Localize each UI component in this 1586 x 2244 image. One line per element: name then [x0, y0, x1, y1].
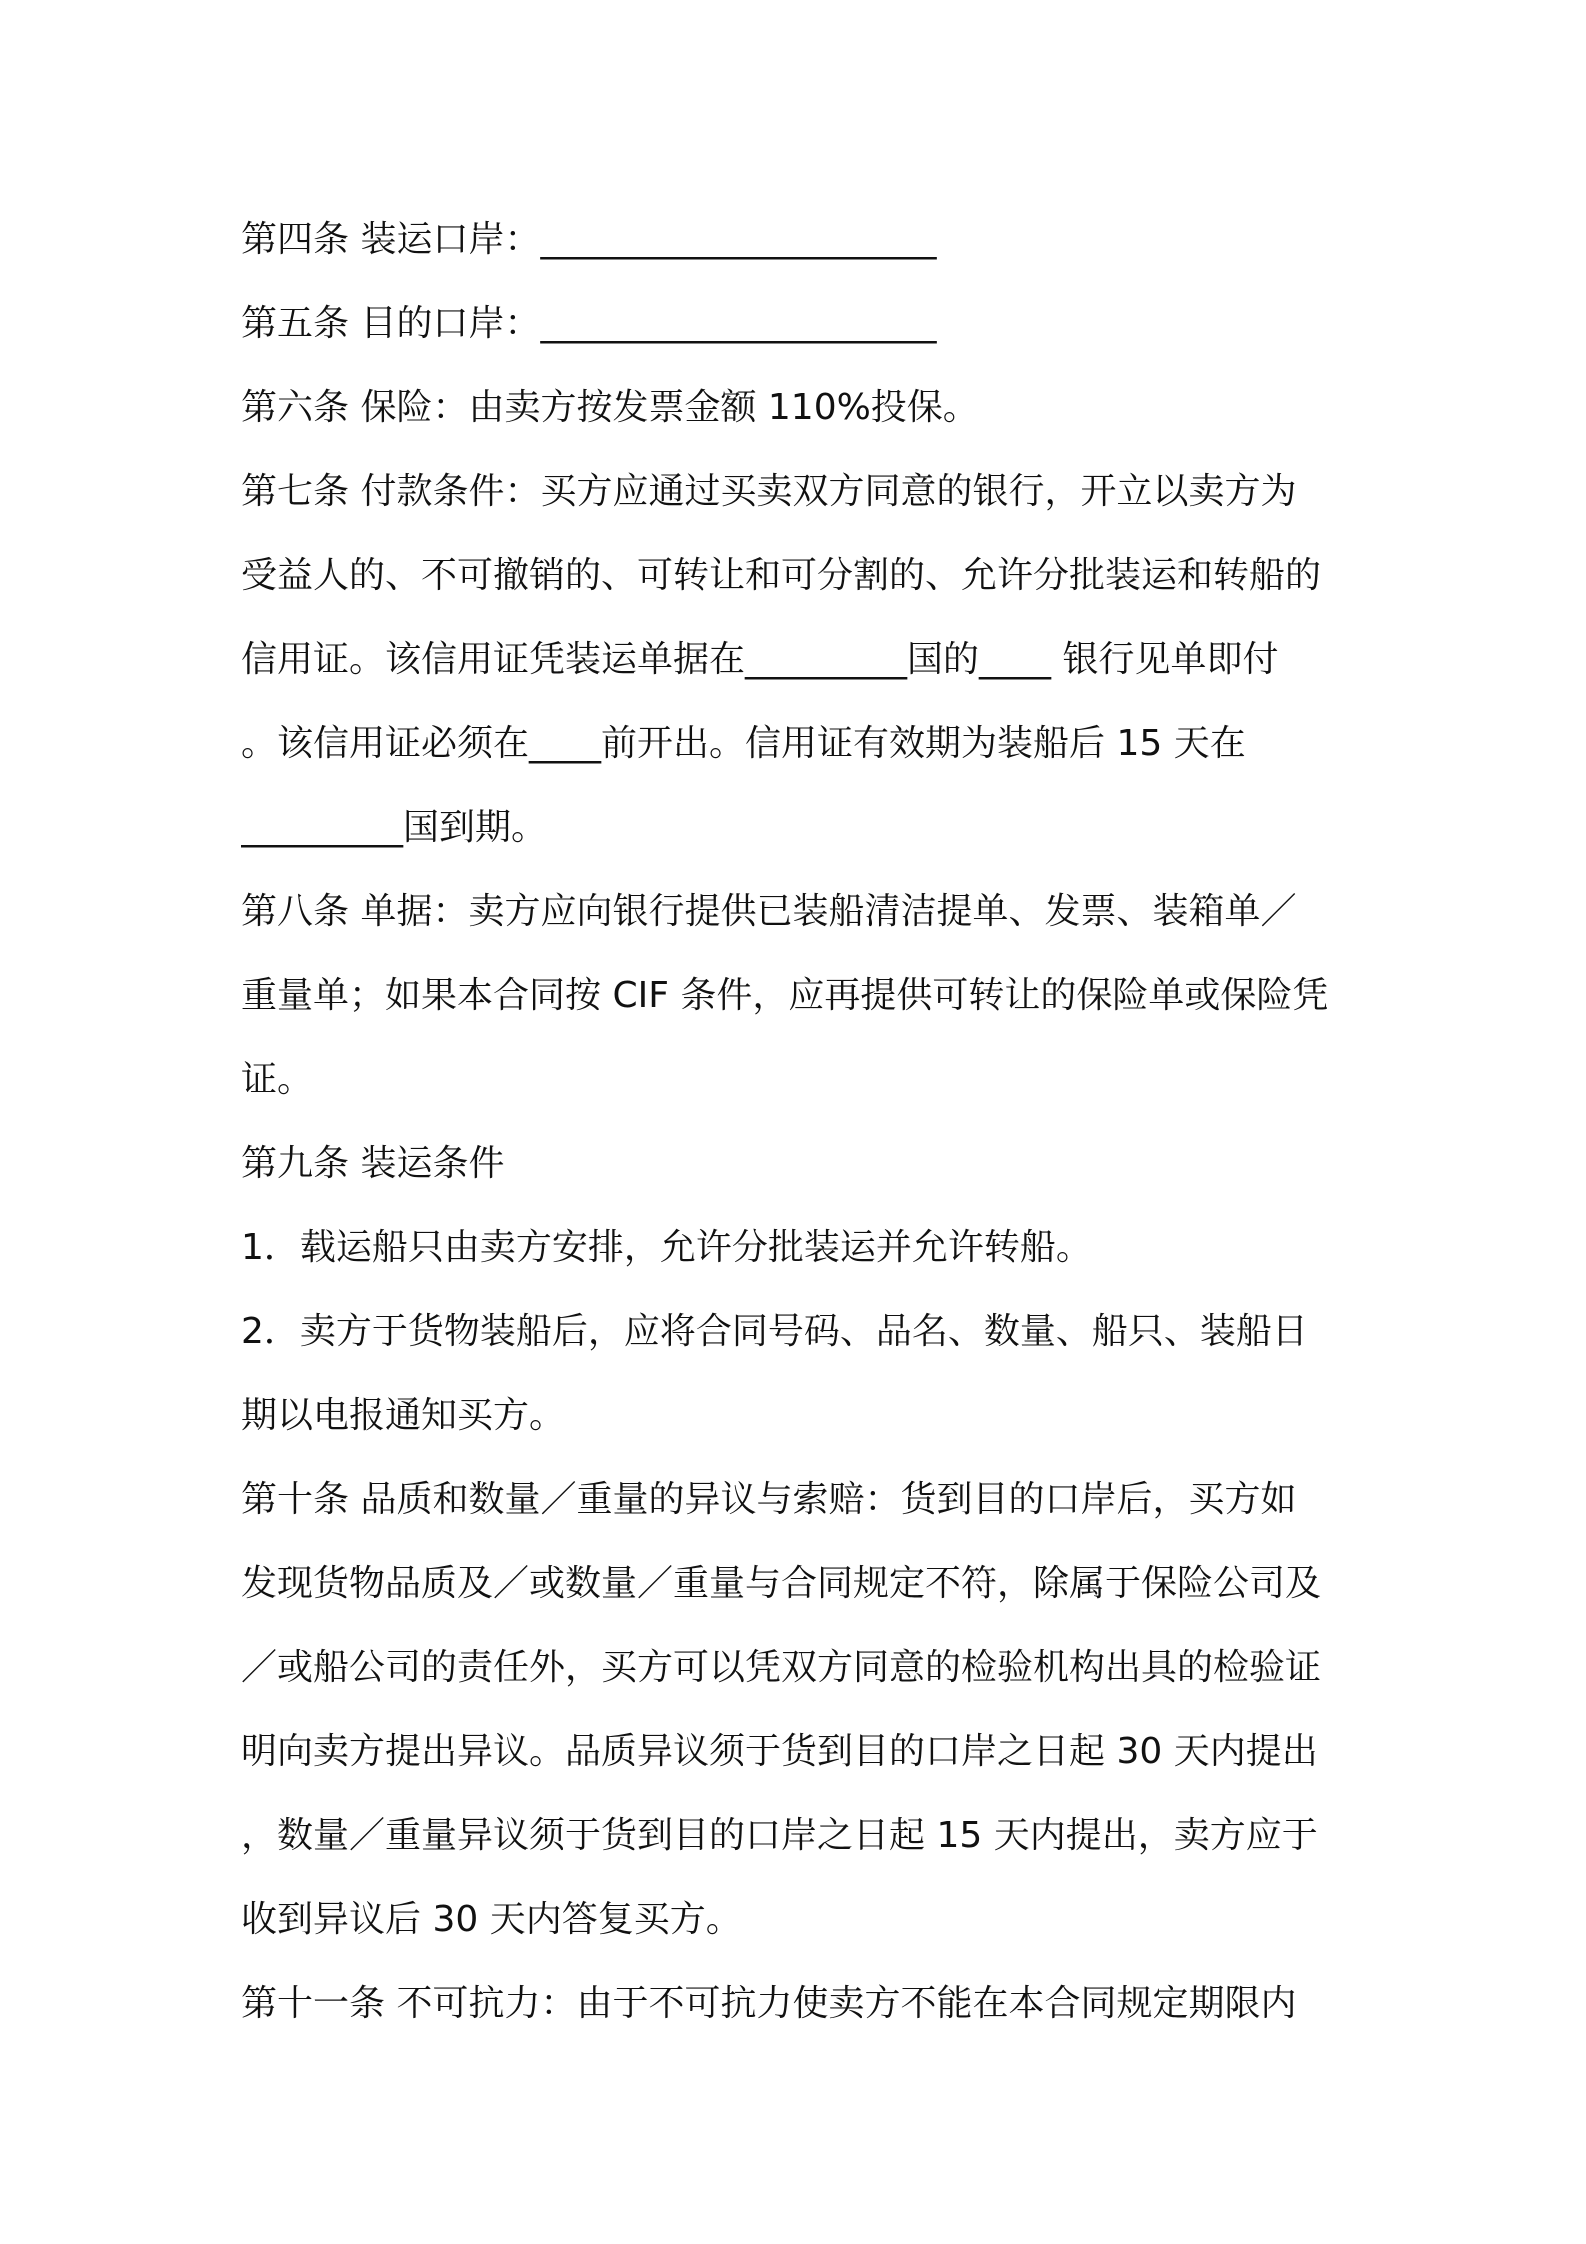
text-line: ／或船公司的责任外，买方可以凭双方同意的检验机构出具的检验证 [241, 1647, 1322, 1688]
text-line-clause-5: 第五条 目的口岸：______________________ [241, 303, 937, 344]
text-line: 证。 [241, 1059, 314, 1100]
text-line-clause-6: 第六条 保险：由卖方按发票金额 110%投保。 [241, 387, 979, 428]
text-line: 信用证。该信用证凭装运单据在_________国的____ 银行见单即付 [241, 639, 1279, 680]
text-line: ，数量／重量异议须于货到目的口岸之日起 15 天内提出，卖方应于 [241, 1815, 1318, 1856]
text-line: _________国到期。 [241, 807, 548, 848]
text-line-clause-7: 第七条 付款条件：买方应通过买卖双方同意的银行，开立以卖方为 [241, 471, 1297, 512]
text-line: 受益人的、不可撤销的、可转让和可分割的、允许分批装运和转船的 [241, 555, 1322, 596]
text-line-clause-4: 第四条 装运口岸：______________________ [241, 219, 937, 260]
text-line: 期以电报通知买方。 [241, 1395, 566, 1436]
text-line-clause-11: 第十一条 不可抗力：由于不可抗力使卖方不能在本合同规定期限内 [241, 1983, 1297, 2024]
text-line: 明向卖方提出异议。品质异议须于货到目的口岸之日起 30 天内提出 [241, 1731, 1318, 1772]
text-line-clause-9: 第九条 装运条件 [241, 1143, 505, 1184]
text-line-item-2: 2．卖方于货物装船后，应将合同号码、品名、数量、船只、装船日 [241, 1311, 1308, 1352]
text-line-item-1: 1．载运船只由卖方安排，允许分批装运并允许转船。 [241, 1227, 1092, 1268]
text-line: 重量单；如果本合同按 CIF 条件，应再提供可转让的保险单或保险凭 [241, 975, 1329, 1016]
contract-body [241, 198, 1361, 2046]
text-line: 。该信用证必须在____前开出。信用证有效期为装船后 15 天在 [241, 723, 1246, 764]
text-line: 收到异议后 30 天内答复买方。 [241, 1899, 742, 1940]
text-line: 发现货物品质及／或数量／重量与合同规定不符，除属于保险公司及 [241, 1563, 1322, 1604]
text-line-clause-10: 第十条 品质和数量／重量的异议与索赔：货到目的口岸后，买方如 [241, 1479, 1297, 1520]
text-line-clause-8: 第八条 单据：卖方应向银行提供已装船清洁提单、发票、装箱单／ [241, 891, 1297, 932]
